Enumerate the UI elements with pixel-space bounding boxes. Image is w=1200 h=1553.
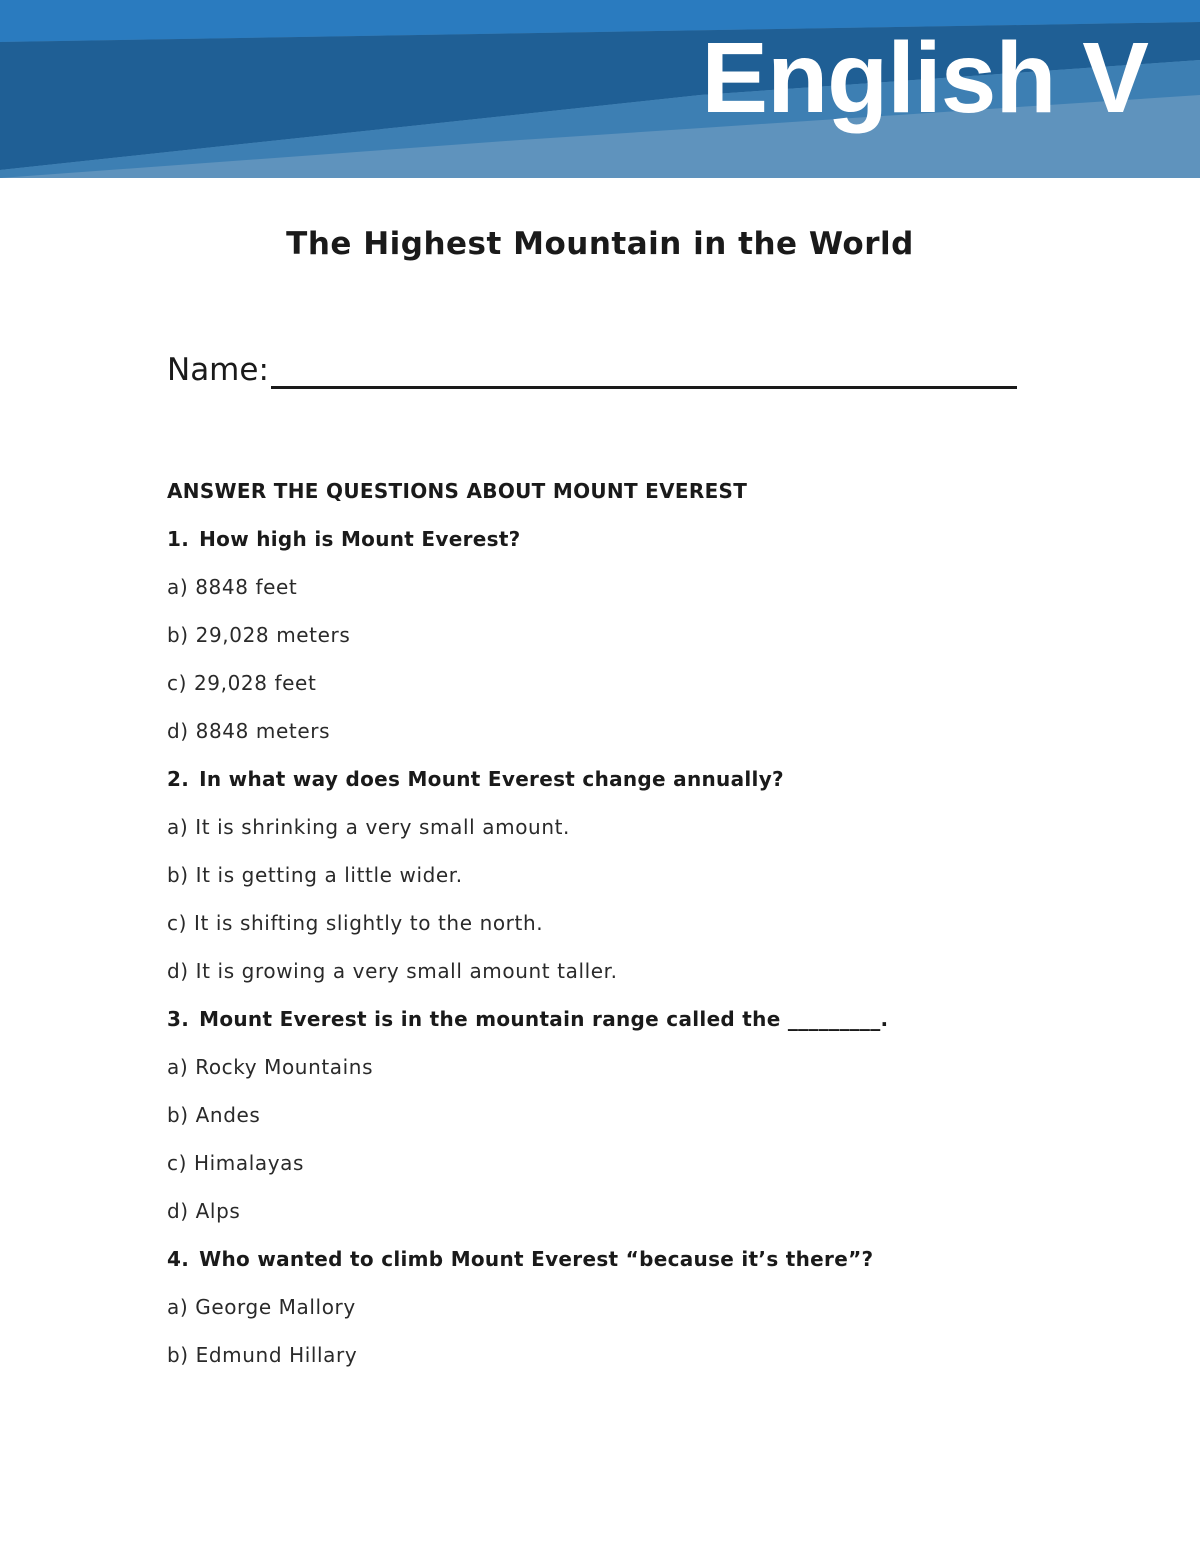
question-text <box>167 1006 1127 1054</box>
question-prompt: Mount Everest is in the mountain range called the _________. <box>199 1007 889 1031</box>
question-text <box>167 1246 1127 1294</box>
question-block <box>167 526 1127 766</box>
name-label: Name: <box>167 352 269 388</box>
question-prompt: How high is Mount Everest? <box>199 527 521 551</box>
answer-option: a) Rocky Mountains <box>167 1055 374 1079</box>
answer-option: d) It is growing a very small amount taller. <box>167 959 618 983</box>
answer-option: a) 8848 feet <box>167 575 298 599</box>
name-input-line[interactable] <box>271 386 1017 389</box>
question-number: 4. <box>167 1247 190 1271</box>
question-prompt: Who wanted to climb Mount Everest “because it’s there”? <box>199 1247 874 1271</box>
question-block <box>167 1246 1127 1390</box>
worksheet <box>167 478 1127 1390</box>
question-block <box>167 1006 1127 1246</box>
instructions-heading: ANSWER THE QUESTIONS ABOUT MOUNT EVEREST <box>167 479 748 503</box>
answer-option: d) 8848 meters <box>167 719 331 743</box>
question-text <box>167 526 1127 574</box>
answer-option: b) 29,028 meters <box>167 623 351 647</box>
answer-option: c) Himalayas <box>167 1151 305 1175</box>
question-text <box>167 766 1127 814</box>
question-number: 1. <box>167 527 190 551</box>
answer-option: b) It is getting a little wider. <box>167 863 463 887</box>
page-title: The Highest Mountain in the World <box>286 226 914 262</box>
answer-option: c) It is shifting slightly to the north. <box>167 911 544 935</box>
question-number: 2. <box>167 767 190 791</box>
question-number: 3. <box>167 1007 190 1031</box>
answer-option: b) Edmund Hillary <box>167 1343 358 1367</box>
answer-option: a) It is shrinking a very small amount. <box>167 815 570 839</box>
name-field[interactable] <box>167 352 1017 394</box>
answer-option: c) 29,028 feet <box>167 671 317 695</box>
question-block <box>167 766 1127 1006</box>
answer-option: d) Alps <box>167 1199 241 1223</box>
question-prompt: In what way does Mount Everest change annually? <box>199 767 784 791</box>
brand-logo: English V <box>701 22 1148 134</box>
answer-option: a) George Mallory <box>167 1295 356 1319</box>
answer-option: b) Andes <box>167 1103 261 1127</box>
